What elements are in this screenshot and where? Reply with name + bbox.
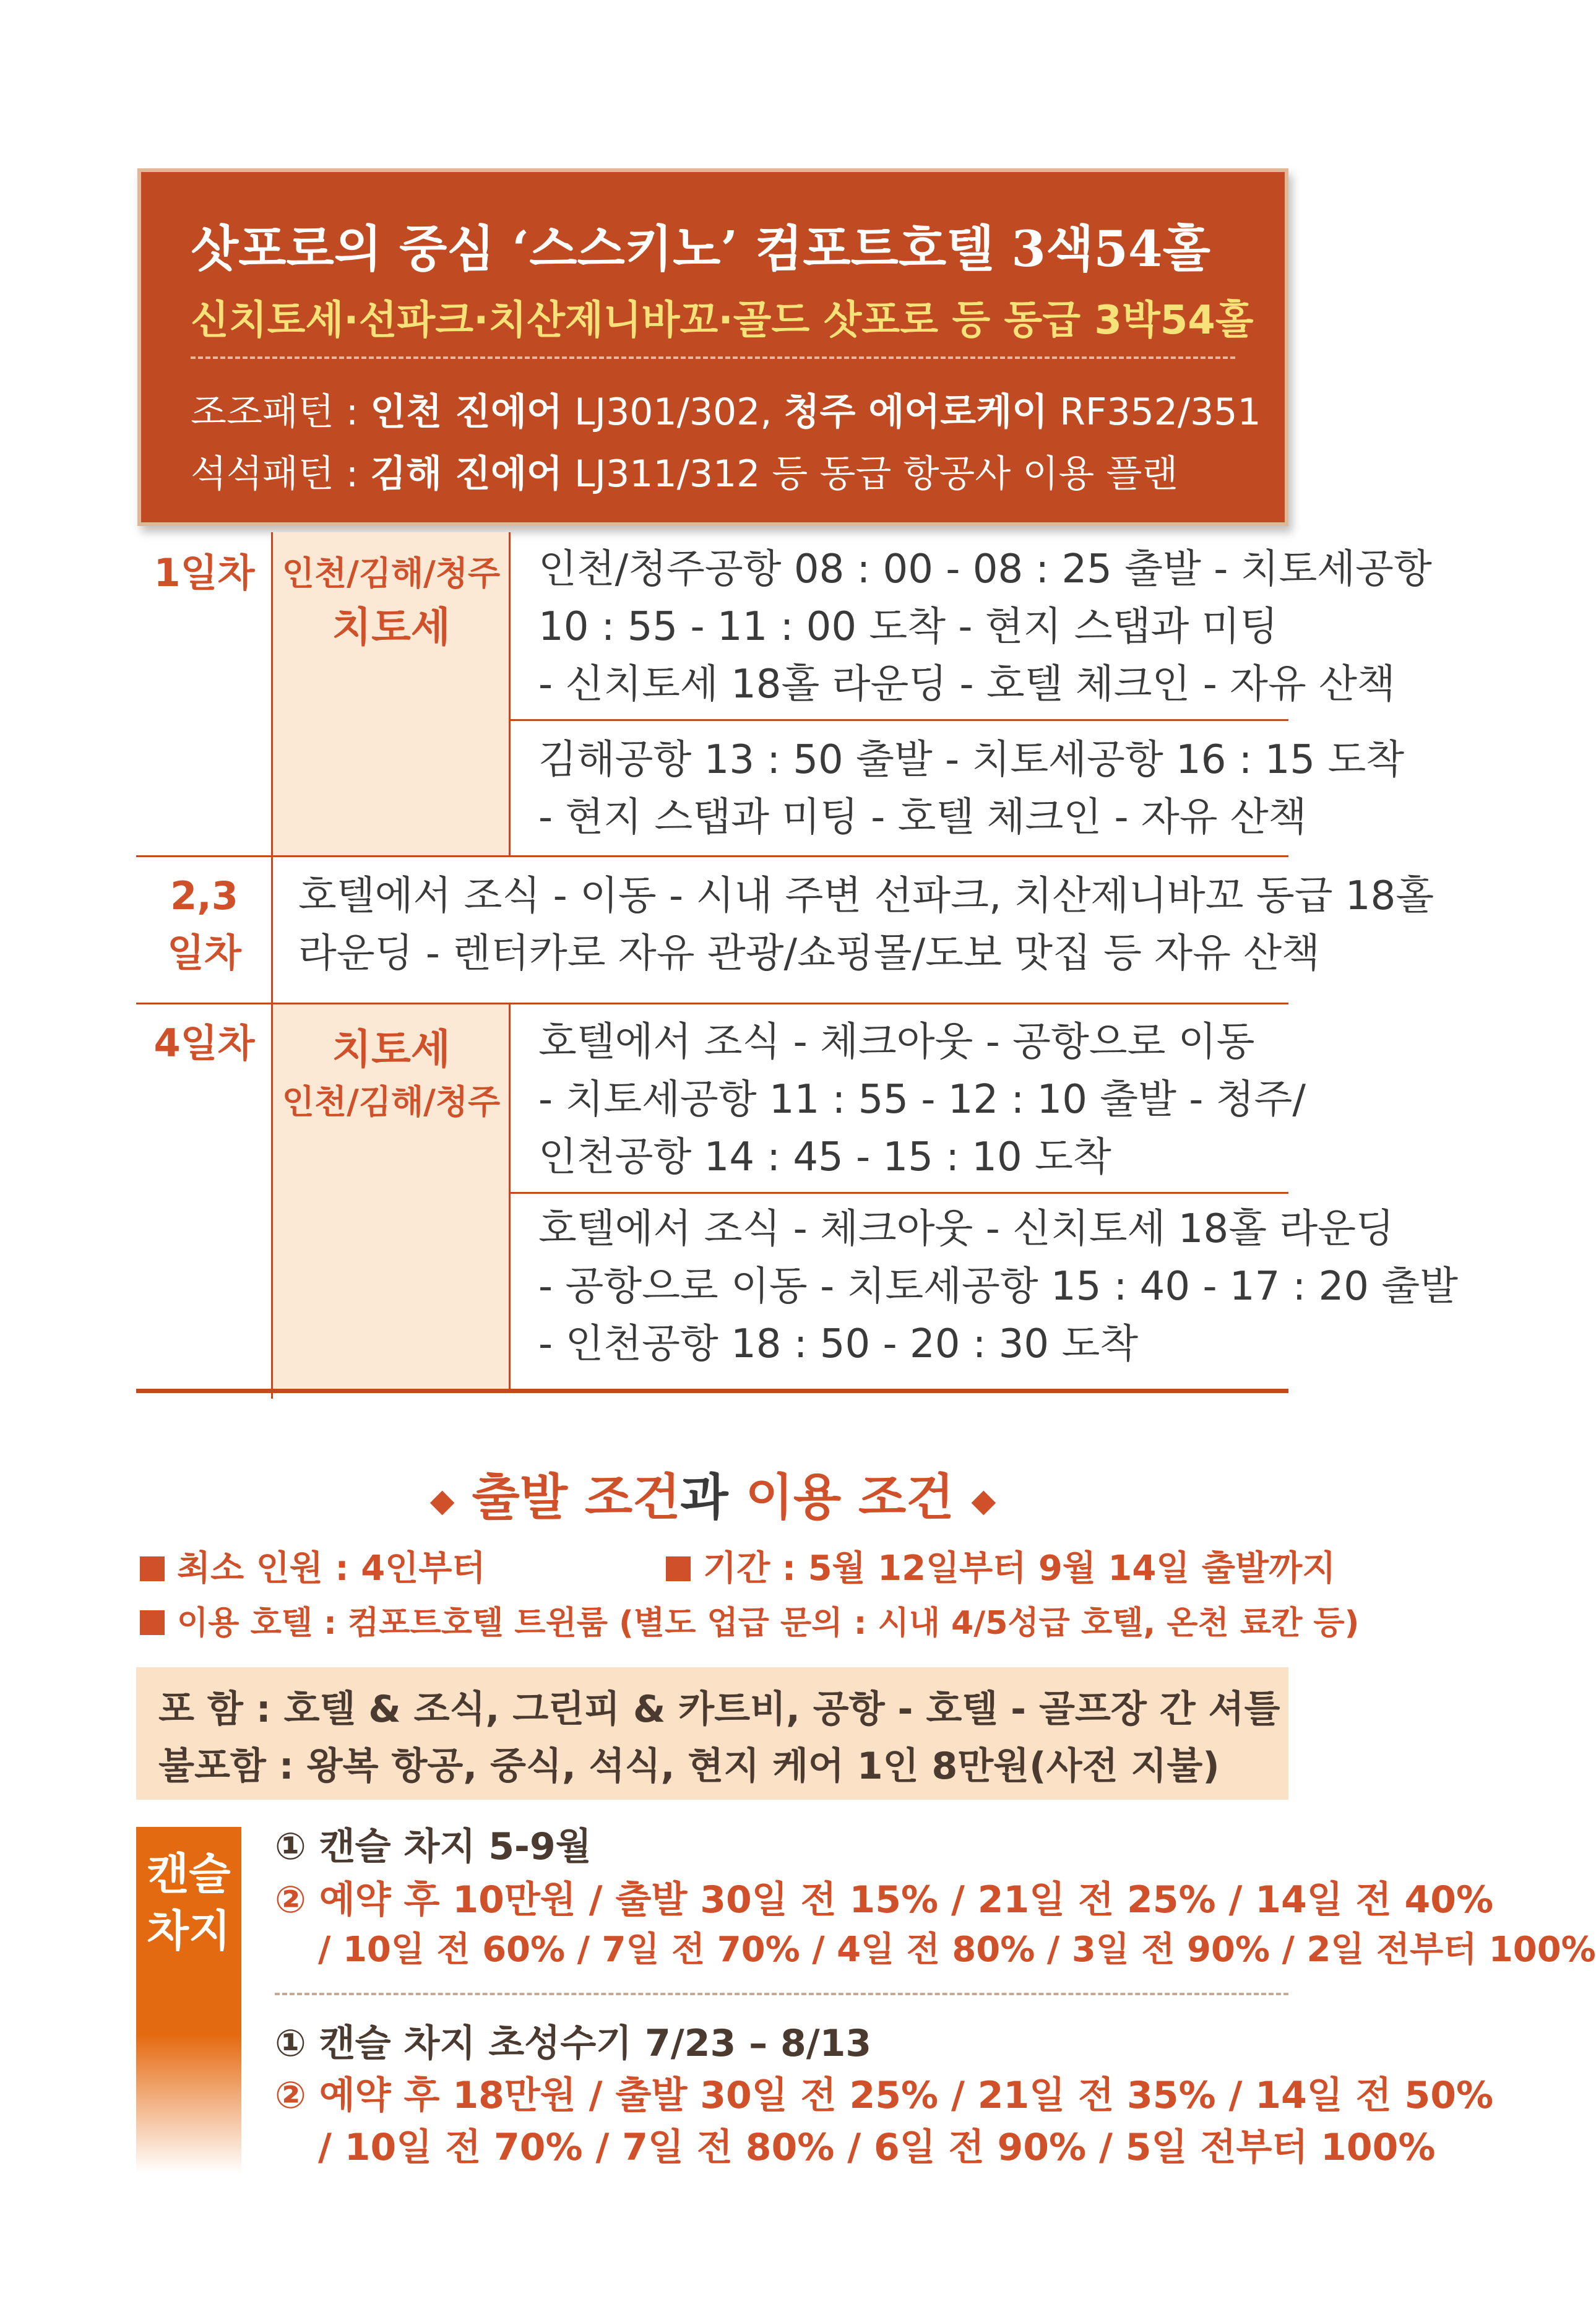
cancel-b-title: ① 캔슬 차지 초성수기 7/23 – 8/13 [275,2022,872,2065]
pattern-1-code-1: LJ301/302, [562,391,784,434]
banner-divider [191,356,1235,359]
day1-plan-b-line: 김해공항 13 : 50 출발 - 치토세공항 16 : 15 도착 [538,737,1405,783]
square-bullet-icon [140,1610,165,1635]
pattern-1 [191,382,1261,436]
cancel-a-line-2: / 10일 전 60% / 7일 전 70% / 4일 전 80% / 3일 전 90% / 2일 전부터 100% [318,1930,1596,1970]
row-divider-2 [136,1003,1288,1004]
conditions-heading [0,1457,1426,1529]
included-line: 포 함 : 호텔 & 조식, 그린피 & 카트비, 공항 - 호텔 - 골프장 간 셔틀 [158,1688,1280,1731]
cancel-b-line-1: ② 예약 후 18만원 / 출발 30일 전 25% / 21일 전 35% / 14일 전 50% [275,2074,1494,2117]
day1-cities-to: 치토세 [332,603,451,651]
day23-label [136,868,272,982]
cancel-divider [275,1993,1288,1995]
heading-departure: 출발 조건 [472,1469,681,1526]
day4-plan-b-line: - 공항으로 이동 - 치토세공항 15 : 40 - 17 : 20 출발 [538,1264,1458,1310]
cancel-label-line2: 차지 [147,1905,231,1956]
table-bottom-border [136,1389,1288,1393]
heading-usage: 이용 조건 [745,1469,954,1526]
cancel-b-line-2: / 10일 전 70% / 7일 전 80% / 6일 전 90% / 5일 전부터 100% [318,2126,1436,2169]
square-bullet-icon [140,1556,165,1581]
period: 기간 : 5월 12일부터 9월 14일 출발까지 [666,1541,1335,1590]
diamond-icon: ◆ [971,1482,996,1520]
pattern-1-airline-1: 인천 진에어 [370,391,563,434]
day1-cities-from: 인천/김해/청주 [282,554,501,593]
day4-plan-a-line: 호텔에서 조식 - 체크아웃 - 공항으로 이동 [538,1019,1255,1065]
row-divider-day4 [509,1192,1288,1194]
diamond-icon: ◆ [429,1482,455,1520]
title-banner [137,168,1288,526]
included-box [136,1667,1288,1800]
day23-plan [298,868,1434,983]
day1-plan-a [538,541,1432,714]
row-divider-1 [136,855,1288,857]
cancel-charge-label [136,1827,241,2173]
day4-plan-b-line: - 인천공항 18 : 50 - 20 : 30 도착 [538,1321,1139,1367]
excluded-line: 불포함 : 왕복 항공, 중식, 석식, 현지 케어 1인 8만원(사전 지불) [158,1745,1220,1788]
day4-cities-to: 인천/김해/청주 [282,1082,501,1121]
day23-plan-line: 라운딩 - 렌터카로 자유 관광/쇼핑몰/도보 맛집 등 자유 산책 [298,931,1320,977]
day1-plan-b-line: - 현지 스탭과 미팅 - 호텔 체크인 - 자유 산책 [538,795,1307,840]
day4-plan-a-line: - 치토세공항 11 : 55 - 12 : 10 출발 - 청주/ [538,1077,1306,1123]
square-bullet-icon [666,1556,691,1581]
cancel-a-title: ① 캔슬 차지 5-9월 [275,1825,592,1868]
cancel-a-line-1: ② 예약 후 10만원 / 출발 30일 전 15% / 21일 전 25% / 14일 전 40% [275,1878,1494,1922]
col-divider-2b [509,1003,511,1392]
row-divider-day1 [509,719,1288,721]
day4-plan-a [538,1014,1306,1186]
day23-label-line2: 일차 [167,930,241,975]
min-people: 최소 인원 : 4인부터 [140,1541,486,1590]
day4-plan-b [538,1201,1458,1373]
day1-plan-a-line: 인천/청주공항 08 : 00 - 08 : 25 출발 - 치토세공항 [538,546,1432,592]
banner-title: 삿포로의 중심 ‘스스키노’ 컴포트호텔 3색54홀 [191,220,1210,278]
pattern-1-label: 조조패턴 : [191,391,371,434]
day1-plan-a-line: 10 : 55 - 11 : 00 도착 - 현지 스탭과 미팅 [538,604,1279,650]
col-divider-2a [509,532,511,855]
day4-plan-b-line: 호텔에서 조식 - 체크아웃 - 신치토세 18홀 라운딩 [538,1206,1394,1252]
heading-connector: 과 [680,1469,746,1526]
pattern-2-rest: LJ311/312 등 동급 항공사 이용 플랜 [562,452,1178,496]
day23-label-line1: 2,3 [170,873,238,918]
day4-label: 4일차 [153,1021,255,1066]
day1-label: 1일차 [153,550,255,595]
pattern-2-airline: 김해 진에어 [370,452,563,496]
pattern-1-airline-2: 청주 에어로케이 [783,391,1048,434]
hotel-info: 이용 호텔 : 컴포트호텔 트윈룸 (별도 업급 문의 : 시내 4/5성급 호텔, 온천 료칸 등) [140,1597,1359,1643]
day1-plan-b [538,732,1404,847]
cancel-label-line1: 캔슬 [147,1849,231,1899]
banner-subtitle: 신치토세·선파크·치산제니바꼬·골드 삿포로 등 동급 3박54홀 [191,298,1254,343]
pattern-1-code-2: RF352/351 [1048,391,1261,434]
pattern-2 [191,444,1178,498]
day23-plan-line: 호텔에서 조식 - 이동 - 시내 주변 선파크, 치산제니바꼬 동급 18홀 [298,873,1434,919]
pattern-2-label: 석석패턴 : [191,452,371,496]
day1-plan-a-line: - 신치토세 18홀 라운딩 - 호텔 체크인 - 자유 산책 [538,662,1395,707]
day4-cities-from: 치토세 [332,1025,451,1073]
day4-plan-a-line: 인천공항 14 : 45 - 15 : 10 도착 [538,1134,1111,1180]
schedule-table [136,532,1458,1399]
